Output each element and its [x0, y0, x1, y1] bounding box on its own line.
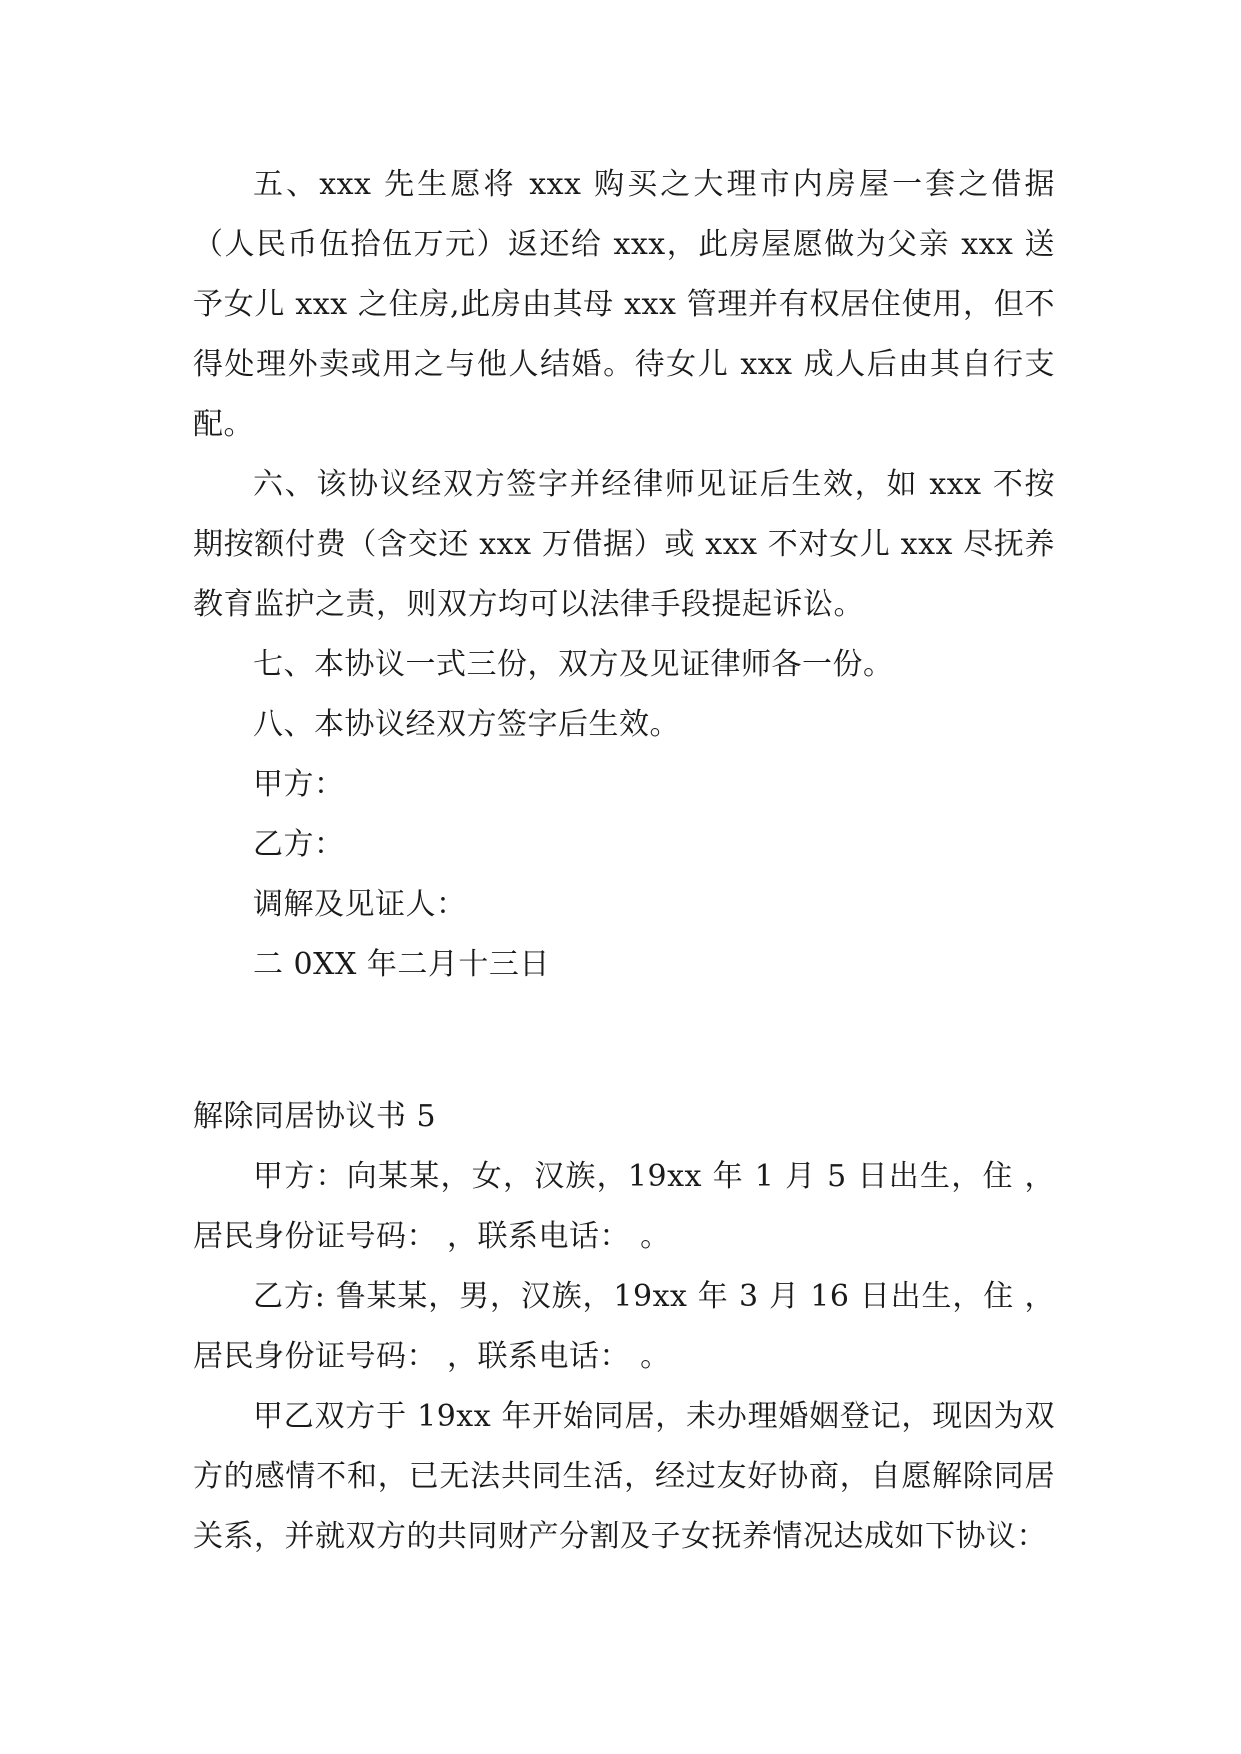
clause-7: 七、本协议一式三份，双方及见证律师各一份。 — [253, 647, 894, 682]
party-b-info: 乙方: 鲁某某，男，汉族，19xx 年 3 月 16 日出生，住 ，居民身份证号码： ，联系电话： 。 — [193, 1279, 1055, 1374]
section-spacer — [193, 995, 1055, 1087]
clause-5: 五、xxx 先生愿将 xxx 购买之大理市内房屋一套之借据（人民币伍拾伍万元）返还给 xxx，此房屋愿做为父亲 xxx 送予女儿 xxx 之住房,此房由其母 xxx 管理并有权居住使用，但不得处理外卖或用之与他人结婚。待女儿 xxx 成人后由其自行支配。 — [193, 167, 1055, 442]
party-a-signature-line: 甲方： — [253, 767, 345, 802]
clause-6: 六、该协议经双方签字并经律师见证后生效，如 xxx 不按期按额付费（含交还 xxx 万借据）或 xxx 不对女儿 xxx 尽抚养教育监护之责，则双方均可以法律手段提起诉讼。 — [193, 467, 1055, 622]
party-a-info: 甲方：向某某，女，汉族，19xx 年 1 月 5 日出生，住 ，居民身份证号码： ，联系电话： 。 — [193, 1159, 1055, 1254]
mediator-witness-line: 调解及见证人： — [253, 887, 467, 922]
agreement-preamble: 甲乙双方于 19xx 年开始同居，未办理婚姻登记，现因为双方的感情不和，已无法共同生活，经过友好协商，自愿解除同居关系，并就双方的共同财产分割及子女抚养情况达成如下协议： — [193, 1399, 1055, 1554]
clause-8: 八、本协议经双方签字后生效。 — [253, 707, 680, 742]
document-body — [193, 155, 1055, 1567]
party-b-signature-line: 乙方： — [253, 827, 345, 862]
agreement-date: 二 0XX 年二月十三日 — [253, 947, 550, 982]
document-title: 解除同居协议书 5 — [193, 1099, 437, 1134]
